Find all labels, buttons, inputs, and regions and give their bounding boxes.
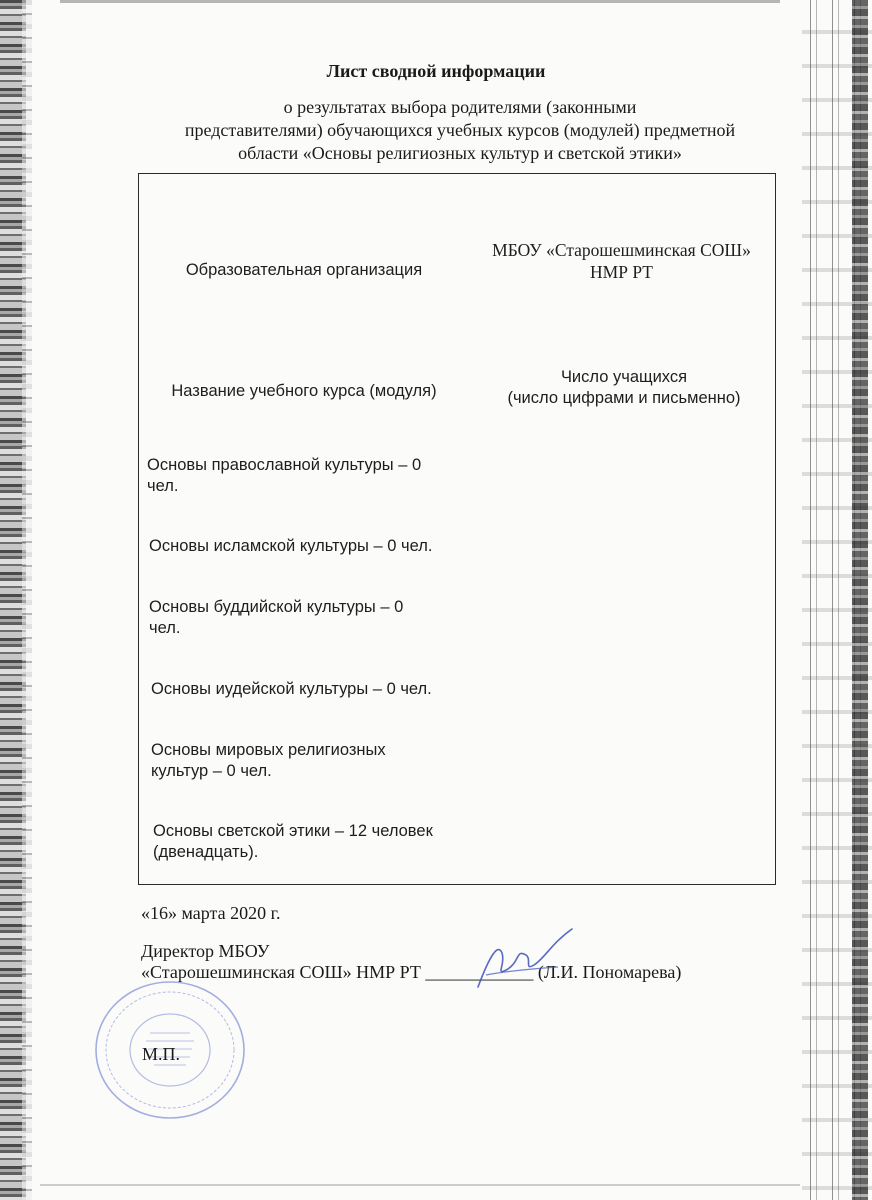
director-signature-line: «Старошешминская СОШ» НМР РТ ____________ (Л.И. Пономарева) — [141, 962, 682, 982]
document-date: «16» марта 2020 г. — [141, 903, 281, 923]
course-line: Основы иудейской культуры – 0 чел. — [151, 680, 432, 698]
count-column-header — [474, 367, 774, 409]
scan-top-edge — [60, 0, 780, 3]
course-row-judaic — [151, 679, 481, 700]
count-header-line: (число цифрами и письменно) — [507, 389, 741, 407]
subtitle-line: представителями) обучающихся учебных курсов (модулей) предметной — [184, 120, 736, 140]
count-header-line: Число учащихся — [560, 368, 688, 386]
course-line: чел. — [149, 619, 181, 637]
course-line: (двенадцать). — [153, 843, 259, 861]
director-title: Директор МБОУ — [141, 941, 270, 961]
document-subtitle — [130, 96, 790, 165]
course-row-buddhist — [149, 597, 479, 639]
course-row-world-religions — [151, 740, 481, 782]
org-value — [469, 239, 774, 283]
course-line: культур – 0 чел. — [151, 762, 272, 780]
director-signature — [468, 925, 578, 1000]
subtitle-line: области «Основы религиозных культур и светской этики» — [238, 143, 682, 163]
summary-table — [138, 173, 776, 885]
course-row-secular-ethics — [153, 821, 483, 863]
org-label: Образовательная организация — [185, 261, 423, 279]
course-line: Основы мировых религиозных — [151, 741, 386, 759]
org-value-line: НМР РТ — [590, 262, 653, 282]
scan-bottom-edge — [40, 1184, 800, 1186]
course-row-orthodox — [147, 455, 477, 497]
course-row-islamic — [149, 536, 479, 557]
scan-edge-left-shadow — [22, 0, 32, 1200]
course-line: Основы светской этики – 12 человек — [153, 822, 433, 840]
seal-label: М.П. — [142, 1044, 181, 1064]
document-title: Лист сводной информации — [326, 61, 546, 81]
course-line: Основы исламской культуры – 0 чел. — [149, 537, 433, 555]
scan-edge-right-dark — [852, 0, 868, 1200]
course-column-header: Название учебного курса (модуля) — [171, 382, 437, 400]
org-value-line: МБОУ «Старошешминская СОШ» — [492, 240, 751, 260]
subtitle-line: о результатах выбора родителями (законными — [283, 97, 637, 117]
course-line: чел. — [147, 477, 179, 495]
course-line: Основы православной культуры – 0 — [147, 456, 422, 474]
course-line: Основы буддийской культуры – 0 — [149, 598, 404, 616]
